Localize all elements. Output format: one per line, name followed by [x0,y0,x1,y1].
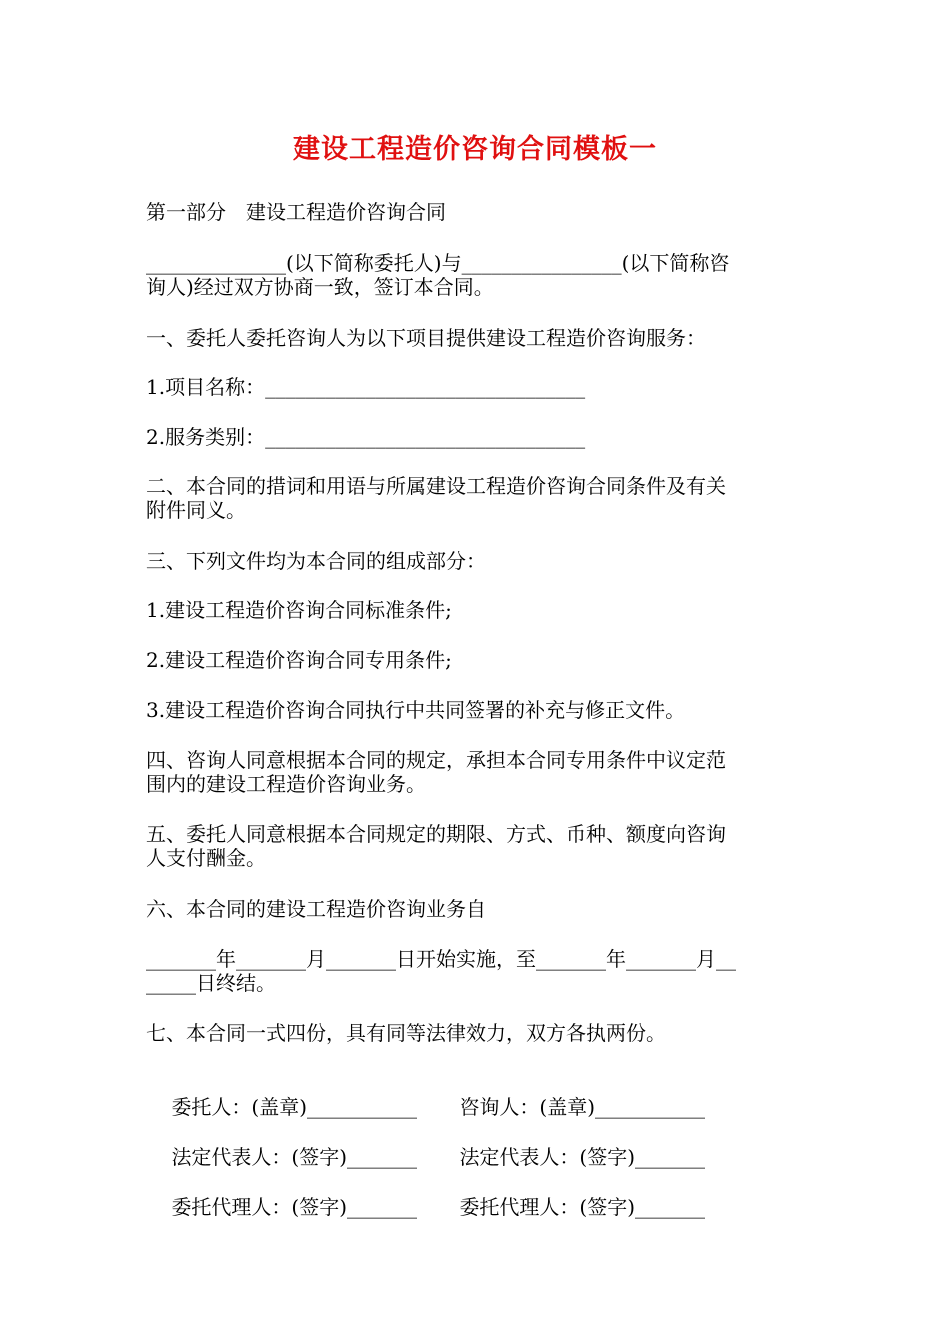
date-line-1: _______年_______月_______日开始实施，至_______年_______月__ [146,947,736,971]
clause-2-line-2: 附件同义。 [146,498,246,522]
intro-line-1: ______________(以下简称委托人)与________________(以下简称咨 [146,251,730,275]
contract-doc-1: 1.建设工程造价咨询合同标准条件; [146,598,452,622]
clause-4-line-1: 四、咨询人同意根据本合同的规定，承担本合同专用条件中议定范 [146,748,726,772]
consultant-legal-rep: 法定代表人：(签字)_______ [459,1145,706,1169]
date-line-2: _____日终结。 [146,971,276,995]
clause-4-line-2: 围内的建设工程造价咨询业务。 [146,772,426,796]
document-title: 建设工程造价咨询合同模板一 [293,134,657,165]
clause-2-line-1: 二、本合同的措词和用语与所属建设工程造价咨询合同条件及有关 [146,474,726,498]
clause-1: 一、委托人委托咨询人为以下项目提供建设工程造价咨询服务： [146,326,706,350]
client-seal: 委托人：(盖章)___________ [171,1095,418,1119]
contract-doc-2: 2.建设工程造价咨询合同专用条件; [146,648,452,672]
project-name-field: 1.项目名称：________________________________ [146,375,586,399]
intro-line-2: 询人)经过双方协商一致，签订本合同。 [146,275,494,299]
consultant-agent: 委托代理人：(签字)_______ [459,1195,706,1219]
clause-3: 三、下列文件均为本合同的组成部分： [146,549,486,573]
clause-7: 七、本合同一式四份，具有同等法律效力，双方各执两份。 [146,1021,666,1045]
agent-row [146,1171,810,1243]
consultant-seal: 咨询人：(盖章)___________ [459,1095,706,1119]
part-heading: 第一部分 建设工程造价咨询合同 [146,200,446,224]
contract-doc-3: 3.建设工程造价咨询合同执行中共同签署的补充与修正文件。 [146,698,686,722]
clause-5-line-2: 人支付酬金。 [146,846,266,870]
clause-6: 六、本合同的建设工程造价咨询业务自 [146,897,486,921]
service-type-field: 2.服务类别：________________________________ [146,425,586,449]
clause-5-line-1: 五、委托人同意根据本合同规定的期限、方式、币种、额度向咨询 [146,822,726,846]
client-legal-rep: 法定代表人：(签字)_______ [171,1145,418,1169]
client-agent: 委托代理人：(签字)_______ [171,1195,418,1219]
